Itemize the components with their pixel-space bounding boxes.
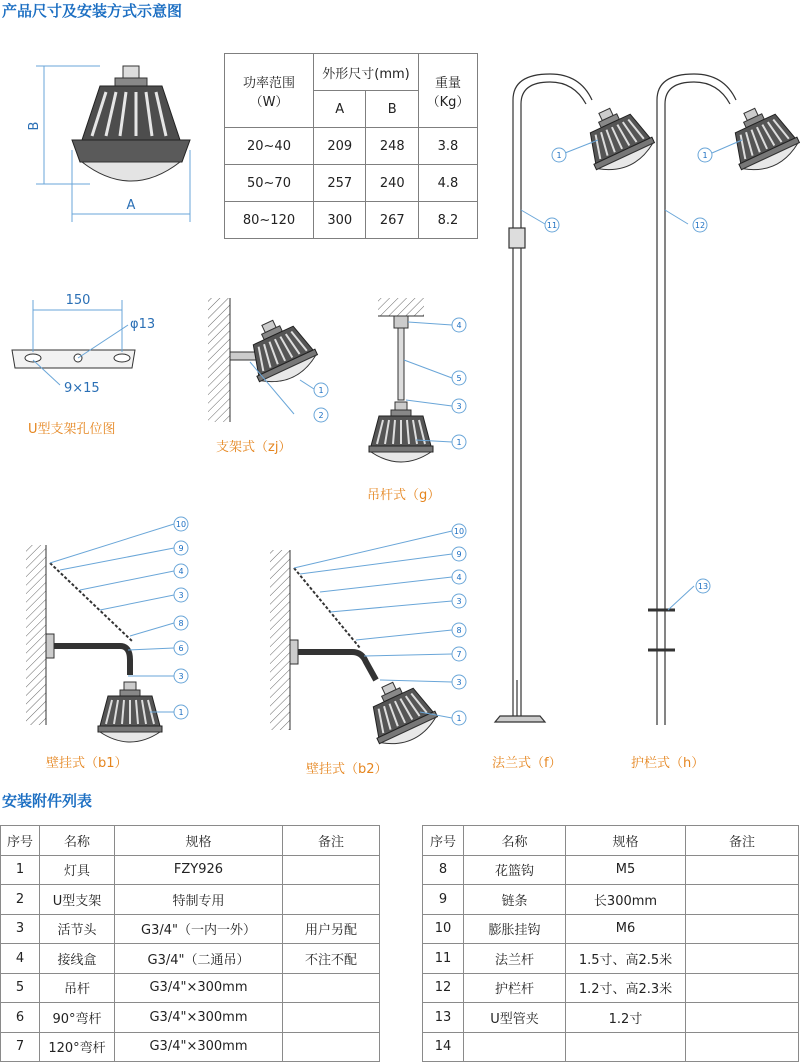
header-no: 序号 [1, 826, 40, 856]
caption-b1: 壁挂式（b1） [46, 756, 128, 771]
callout-number: 1 [456, 714, 462, 723]
table-row: 50~70 257 240 4.8 [225, 165, 478, 202]
callout-number: 3 [456, 402, 462, 411]
table-row: 3 活节头 G3/4"（一内一外） 用户另配 [1, 914, 380, 944]
header-b: B [366, 91, 419, 128]
dimension-table [224, 53, 478, 239]
callout-number: 10 [453, 527, 465, 536]
u-bracket-drawing [12, 350, 135, 368]
callout-number: 4 [456, 321, 462, 330]
callout-number: 1 [456, 438, 462, 447]
caption-g: 吊杆式（g） [367, 488, 441, 503]
table-row: 13 U型管夹 1.2寸 [423, 1003, 799, 1033]
flange-pole-drawing [495, 74, 592, 722]
section-title-dimensions: 产品尺寸及安装方式示意图 [2, 2, 183, 20]
caption-b2: 壁挂式（b2） [306, 762, 388, 777]
callout-number: 8 [178, 619, 184, 628]
table-row: 7 120°弯杆 G3/4"×300mm [1, 1032, 380, 1062]
callout-number: 9 [178, 544, 184, 553]
header-name: 名称 [40, 826, 115, 856]
caption-u-bracket: U型支架孔位图 [28, 422, 116, 437]
table-row: 80~120 300 267 8.2 [225, 202, 478, 239]
header-name: 名称 [464, 826, 566, 856]
section-title-accessories: 安装附件列表 [2, 792, 93, 810]
callout-number: 7 [456, 650, 462, 659]
header-spec: 规格 [115, 826, 283, 856]
header-note: 备注 [686, 826, 799, 856]
table-row: 6 90°弯杆 G3/4"×300mm [1, 1003, 380, 1033]
callout-number: 3 [178, 672, 184, 681]
table-row: 11 法兰杆 1.5寸、高2.5米 [423, 944, 799, 974]
header-weight: 重量 （Kg） [419, 54, 478, 128]
callout-number: 1 [702, 151, 708, 160]
callout-number: 4 [456, 573, 462, 582]
dim-b-label: B [27, 121, 42, 131]
callout-number: 12 [694, 221, 706, 230]
callout-number: 11 [546, 221, 558, 230]
callout-number: 10 [175, 520, 187, 529]
main-lamp-drawing [72, 66, 190, 181]
callout-number: 8 [456, 626, 462, 635]
table-row: 20~40 209 248 3.8 [225, 128, 478, 165]
b1-drawing [26, 545, 162, 742]
table-row: 10 膨胀挂钩 M6 [423, 914, 799, 944]
dim-150-label: 150 [65, 293, 91, 308]
b2-drawing [270, 550, 442, 753]
zj-drawing [208, 298, 322, 422]
table-row: 14 [423, 1032, 799, 1062]
header-no: 序号 [423, 826, 464, 856]
guardrail-pole-drawing [648, 74, 736, 725]
caption-zj: 支架式（zj） [216, 440, 292, 455]
table-row: 2 U型支架 特制专用 [1, 885, 380, 915]
callout-number: 3 [456, 678, 462, 687]
accessories-table-left [0, 825, 380, 1062]
callout-number: 2 [318, 411, 324, 420]
callout-number: 9 [456, 550, 462, 559]
dim-phi13-label: φ13 [130, 317, 156, 332]
callout-number: 5 [456, 374, 462, 383]
header-note: 备注 [283, 826, 380, 856]
dim-a-label: A [126, 198, 136, 213]
callout-number: 1 [556, 151, 562, 160]
caption-f: 法兰式（f） [492, 756, 562, 771]
callout-number: 13 [697, 582, 709, 591]
callout-number: 4 [178, 567, 184, 576]
table-row: 12 护栏杆 1.2寸、高2.3米 [423, 973, 799, 1003]
table-row: 8 花篮钩 M5 [423, 855, 799, 885]
header-power: 功率范围 （W） [225, 54, 314, 128]
table-row: 5 吊杆 G3/4"×300mm [1, 973, 380, 1003]
header-a: A [314, 91, 366, 128]
callout-number: 1 [318, 386, 324, 395]
callout-number: 6 [178, 644, 184, 653]
callout-number: 1 [178, 708, 184, 717]
callout-number: 3 [178, 591, 184, 600]
callout-number: 3 [456, 597, 462, 606]
dim-slot-label: 9×15 [64, 381, 100, 396]
header-size: 外形尺寸(mm) [314, 54, 419, 91]
caption-h: 护栏式（h） [631, 756, 705, 771]
accessories-table-right [422, 825, 799, 1062]
table-row: 4 接线盒 G3/4"（二通吊） 不注不配 [1, 944, 380, 974]
table-row: 1 灯具 FZY926 [1, 855, 380, 885]
header-spec: 规格 [566, 826, 686, 856]
table-row: 9 链条 长300mm [423, 885, 799, 915]
